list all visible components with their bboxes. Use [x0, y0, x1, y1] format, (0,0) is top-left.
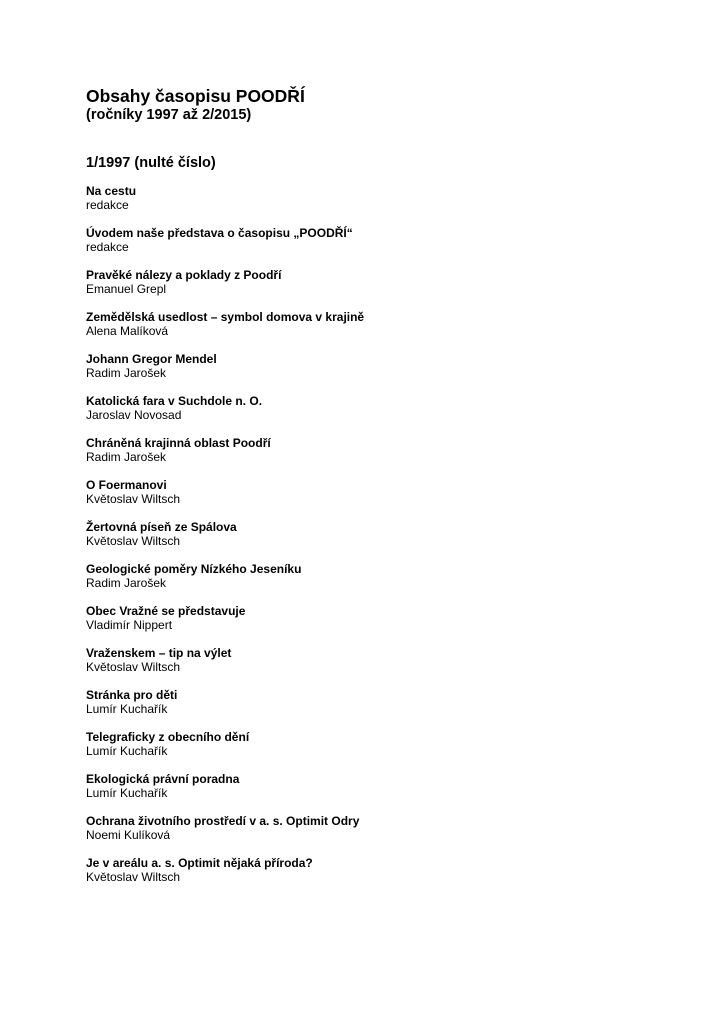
article-item	[86, 646, 364, 688]
article-title: Pravěké nálezy a poklady z Poodří	[86, 268, 282, 282]
article-item	[86, 814, 364, 856]
article-author: Vladimír Nippert	[86, 618, 173, 632]
article-author: Lumír Kuchařík	[86, 744, 168, 758]
article-title: Na cestu	[86, 184, 137, 198]
article-item	[86, 226, 364, 268]
article-item	[86, 352, 364, 394]
article-title: Ekologická právní poradna	[86, 772, 240, 786]
article-title: Obec Vražné se představuje	[86, 604, 246, 618]
article-author: redakce	[86, 198, 129, 212]
article-author: Alena Malíková	[86, 324, 169, 338]
article-author: Emanuel Grepl	[86, 282, 167, 296]
document-title: Obsahy časopisu POODŘÍ	[86, 86, 305, 106]
article-author: Radim Jarošek	[86, 576, 167, 590]
article-item	[86, 688, 364, 730]
article-item	[86, 562, 364, 604]
article-author: Květoslav Wiltsch	[86, 870, 181, 884]
article-item	[86, 730, 364, 772]
article-title: Geologické poměry Nízkého Jeseníku	[86, 562, 302, 576]
article-item	[86, 310, 364, 352]
document-subtitle: (ročníky 1997 až 2/2015)	[86, 107, 252, 123]
article-author: Květoslav Wiltsch	[86, 660, 181, 674]
article-author: Květoslav Wiltsch	[86, 534, 181, 548]
article-author: Radim Jarošek	[86, 366, 167, 380]
article-item	[86, 604, 364, 646]
article-author: Lumír Kuchařík	[86, 702, 168, 716]
article-title: Chráněná krajinná oblast Poodří	[86, 436, 271, 450]
article-author: Jaroslav Novosad	[86, 408, 182, 422]
article-title: Zemědělská usedlost – symbol domova v krajině	[86, 310, 365, 324]
article-item	[86, 394, 364, 436]
article-title: Johann Gregor Mendel	[86, 352, 217, 366]
article-author: Noemi Kulíková	[86, 828, 171, 842]
article-item	[86, 478, 364, 520]
article-item	[86, 436, 364, 478]
article-author: redakce	[86, 240, 129, 254]
article-title: Úvodem naše představa o časopisu „POODŘÍ“	[86, 226, 353, 240]
article-item	[86, 856, 364, 898]
article-item	[86, 268, 364, 310]
article-title: O Foermanovi	[86, 478, 167, 492]
article-item	[86, 772, 364, 814]
article-title: Vraženskem – tip na výlet	[86, 646, 232, 660]
article-title: Telegraficky z obecního dění	[86, 730, 250, 744]
article-title: Žertovná píseň ze Spálova	[86, 520, 237, 534]
article-author: Lumír Kuchařík	[86, 786, 168, 800]
issue-heading: 1/1997 (nulté číslo)	[86, 155, 216, 171]
article-title: Stránka pro děti	[86, 688, 178, 702]
article-title: Ochrana životního prostředí v a. s. Optimit Odry	[86, 814, 360, 828]
article-item	[86, 520, 364, 562]
document-header	[86, 86, 305, 124]
article-title: Je v areálu a. s. Optimit nějaká příroda?	[86, 856, 313, 870]
article-title: Katolická fara v Suchdole n. O.	[86, 394, 263, 408]
article-author: Květoslav Wiltsch	[86, 492, 181, 506]
article-item	[86, 184, 364, 226]
article-author: Radim Jarošek	[86, 450, 167, 464]
article-list	[86, 184, 364, 898]
